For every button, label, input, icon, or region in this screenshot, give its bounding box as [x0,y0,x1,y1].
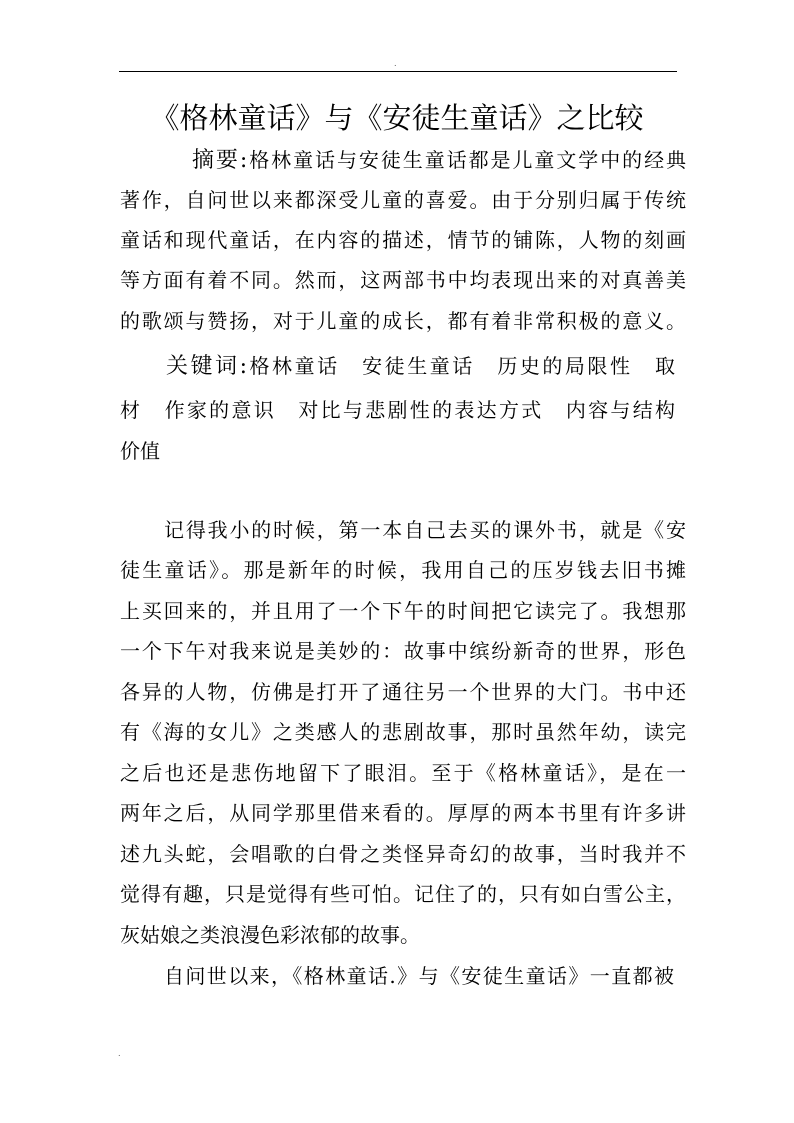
paragraph-1-line-1: 记得我小的时候，第一本自己去买的课外书，就是《安 [164,518,686,542]
paragraph-1-line-11: 灰姑娘之类浪漫色彩浓郁的故事。 [120,923,420,947]
paragraph-1-line-8: 两年之后，从同学那里借来看的。厚厚的两本书里有许多讲 [120,801,686,825]
abstract-label: 摘要: [192,148,248,173]
footer-mark: . [118,1049,121,1058]
paragraph-1-line-9: 述九头蛇，会唱歌的白骨之类怪异奇幻的故事，当时我并不 [120,842,686,866]
abstract-line-1 [192,144,686,176]
keywords-label: 关键词: [166,354,247,379]
header-mark: . [394,59,397,68]
keywords-line-2: 材 作家的意识 对比与悲剧性的表达方式 内容与结构 [120,398,675,422]
abstract-line-3: 童话和现代童话，在内容的描述，情节的铺陈，人物的刻画 [120,228,686,252]
keywords-first-line: 格林童话 安徒生童话 历史的局限性 取 [247,354,675,378]
abstract-line-5: 的歌颂与赞扬，对于儿童的成长，都有着非常积极的意义。 [120,309,686,333]
paragraph-1-line-2: 徒生童话》。那是新年的时候，我用自己的压岁钱去旧书摊 [120,558,686,582]
paragraph-1-line-10: 觉得有趣，只是觉得有些可怕。记住了的，只有如白雪公主， [120,882,686,906]
abstract-first-line: 格林童话与安徒生童话都是儿童文学中的经典 [247,148,686,172]
paragraph-1-line-5: 各异的人物，仿佛是打开了通往另一个世界的大门。书中还 [120,680,686,704]
paragraph-1-line-4: 一个下午对我来说是美妙的：故事中缤纷新奇的世界，形色 [120,639,686,663]
paragraph-1-line-3: 上买回来的，并且用了一个下午的时间把它读完了。我想那 [120,599,686,623]
header-rule [119,71,677,72]
abstract-line-4: 等方面有着不同。然而，这两部书中均表现出来的对真善美 [120,268,686,292]
keywords-line-3: 价值 [120,439,160,463]
document-title: 《格林童话》与《安徒生童话》之比较 [150,101,644,135]
abstract-line-2: 著作，自问世以来都深受儿童的喜爱。由于分别归属于传统 [120,188,686,212]
paragraph-1-line-7: 之后也还是悲伤地留下了眼泪。至于《格林童话》，是在一 [120,761,686,785]
paragraph-1-line-6: 有《海的女儿》之类感人的悲剧故事，那时虽然年幼，读完 [120,720,686,744]
keywords-line-1 [166,350,675,382]
paragraph-2-line-1: 自问世以来，《格林童话.》与《安徒生童话》一直都被 [164,964,674,988]
